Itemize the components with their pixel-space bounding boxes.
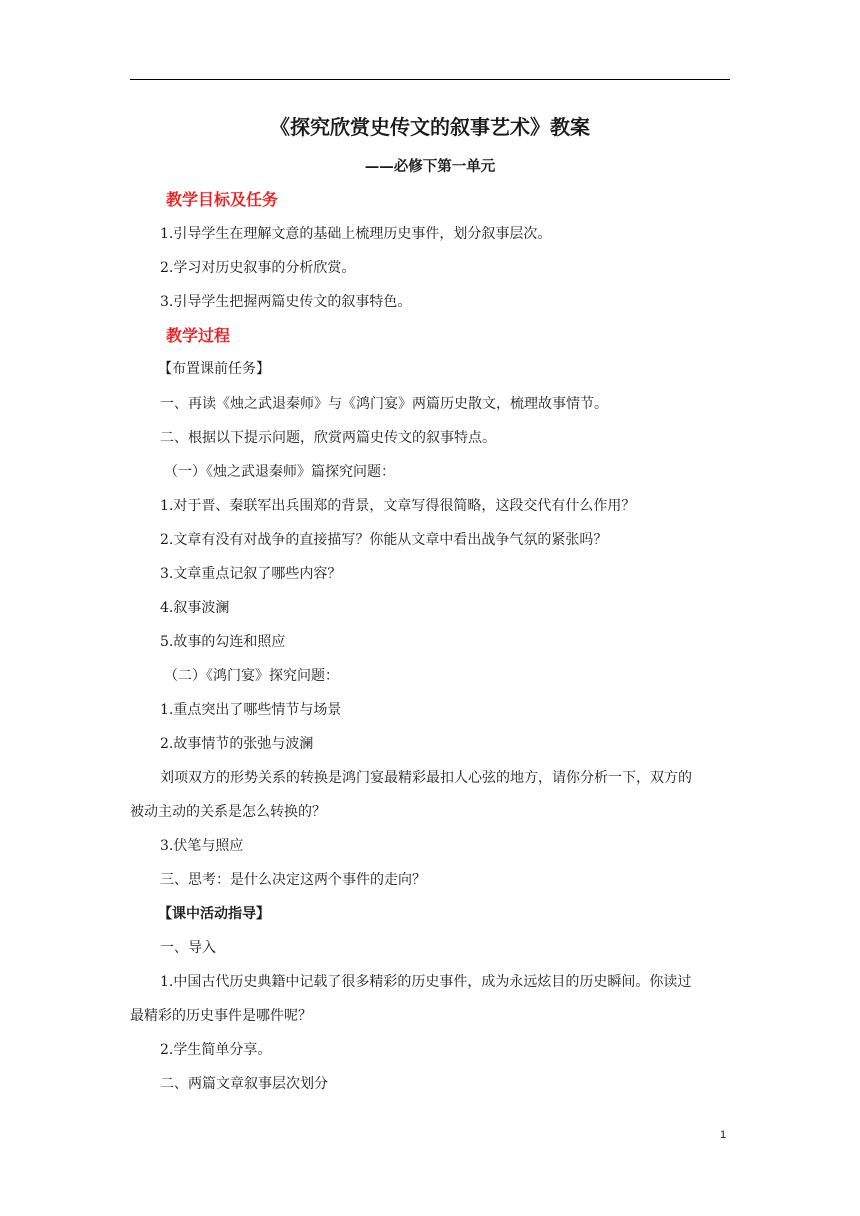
in-class-item: 2.学生简单分享。 (160, 1042, 272, 1058)
part1-question: 1.对于晋、秦联军出兵围郑的背景，文章写得很简略，这段交代有什么作用？ (160, 498, 636, 514)
part2-question: 2.故事情节的张弛与波澜 (160, 736, 314, 752)
section-heading-process: 教学过程 (166, 326, 231, 345)
objective-item: 1.引导学生在理解文意的基础上梳理历史事件，划分叙事层次。 (160, 226, 552, 242)
part1-question: 4.叙事波澜 (160, 600, 230, 616)
part2-question: 3.伏笔与照应 (160, 838, 244, 854)
document-title: 《探究欣赏史传文的叙事艺术》教案 (270, 115, 590, 139)
part1-question: 3.文章重点记叙了哪些内容？ (160, 566, 342, 582)
header-rule (130, 79, 730, 80)
part2-paragraph: 被动主动的关系是怎么转换的？ (130, 804, 326, 820)
page-number: 1 (720, 1129, 727, 1141)
part2-label: （二）《鸿门宴》探究问题： (164, 668, 339, 684)
part1-question: 2.文章有没有对战争的直接描写？你能从文章中看出战争气氛的紧张吗？ (160, 532, 608, 548)
section-heading-objectives: 教学目标及任务 (166, 190, 279, 209)
document-subtitle: ——必修下第一单元 (364, 158, 496, 175)
pre-task-line: 一、再读《烛之武退秦师》与《鸿门宴》两篇历史散文，梳理故事情节。 (160, 396, 608, 412)
in-class-line: 二、两篇文章叙事层次划分 (160, 1076, 328, 1092)
in-class-item: 最精彩的历史事件是哪件呢？ (130, 1008, 312, 1024)
part2-paragraph: 刘项双方的形势关系的转换是鸿门宴最精彩最扣人心弦的地方，请你分析一下，双方的 (160, 770, 692, 786)
part1-label: （一）《烛之武退秦师》篇探究问题： (164, 464, 395, 480)
in-class-label: 【课中活动指导】 (158, 906, 270, 922)
pre-task-line: 三、思考：是什么决定这两个事件的走向？ (160, 872, 426, 888)
in-class-item: 1.中国古代历史典籍中记载了很多精彩的历史事件，成为永远炫目的历史瞬间。你读过 (160, 974, 692, 990)
objective-item: 3.引导学生把握两篇史传文的叙事特色。 (160, 294, 412, 310)
in-class-line: 一、导入 (160, 940, 216, 956)
pre-task-line: 二、根据以下提示问题，欣赏两篇史传文的叙事特点。 (160, 430, 496, 446)
part1-question: 5.故事的勾连和照应 (160, 634, 286, 650)
objective-item: 2.学习对历史叙事的分析欣赏。 (160, 260, 356, 276)
part2-question: 1.重点突出了哪些情节与场景 (160, 702, 342, 718)
pre-task-label: 【布置课前任务】 (158, 361, 270, 377)
